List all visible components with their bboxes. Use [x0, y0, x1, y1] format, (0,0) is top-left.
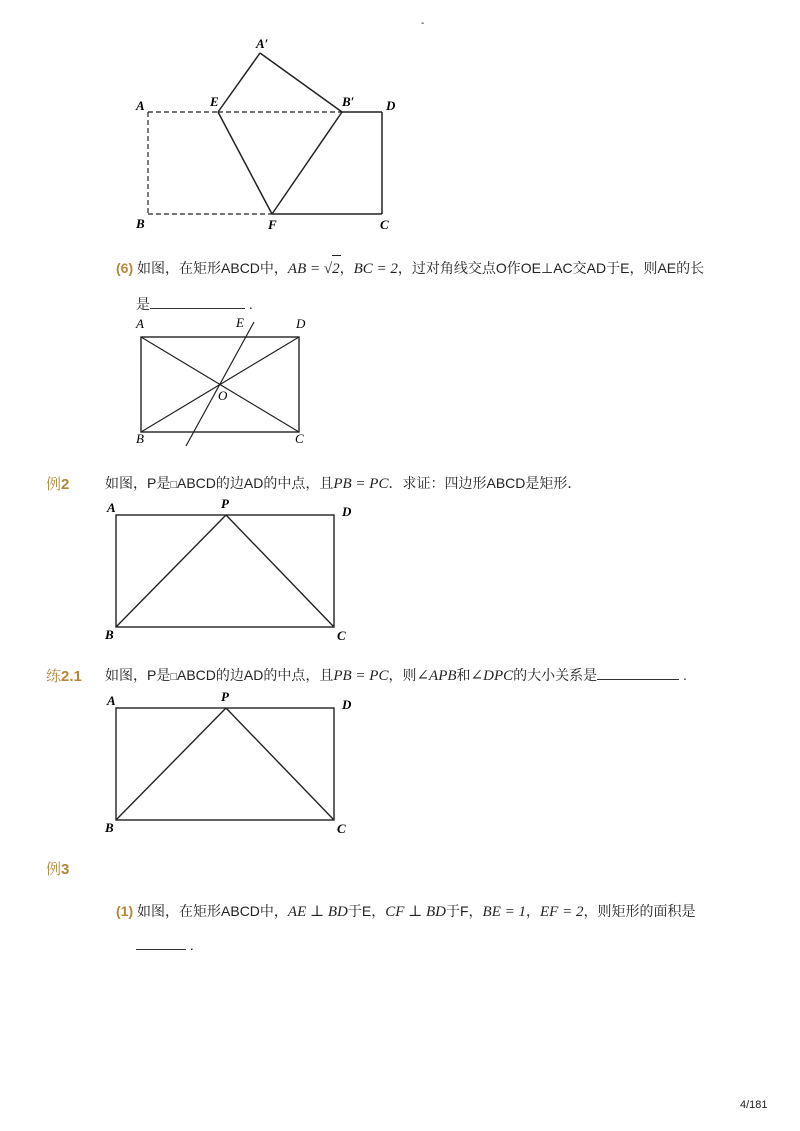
- figure-rectangle-midpoint: [100, 495, 365, 645]
- label-d: D: [386, 98, 396, 113]
- label-b: B: [136, 216, 145, 231]
- rectangle-abcd: [116, 708, 334, 820]
- exercise-period: .: [683, 667, 687, 683]
- label-c: C: [295, 431, 304, 446]
- label-a-prime: A′: [256, 36, 269, 51]
- example-2-text: [105, 473, 581, 495]
- top-mark: -: [421, 18, 425, 29]
- label-b-prime: B′: [342, 94, 355, 109]
- label-b: B: [105, 820, 114, 835]
- exercise-text-pre: 如图，P是: [105, 667, 171, 683]
- edge-bf: [272, 112, 342, 214]
- example-prefix: 例: [46, 861, 62, 878]
- segment-pc: [226, 708, 334, 820]
- exercise-2-1-label: [46, 665, 82, 686]
- edge-ef: [218, 112, 272, 214]
- label-d: D: [296, 316, 306, 331]
- line-oe: [186, 322, 254, 446]
- math-angle-dpc: ∠DPC: [470, 668, 514, 684]
- exercise-number: 2.1: [61, 668, 82, 685]
- question-period: .: [248, 296, 253, 312]
- question-number: (1): [116, 903, 134, 919]
- parallelogram-symbol: □: [170, 479, 177, 491]
- label-e: E: [236, 315, 244, 330]
- example-2-label: [46, 473, 69, 494]
- math-eq: =: [306, 261, 324, 277]
- answer-blank[interactable]: [597, 665, 679, 680]
- math-sqrt-num: 2: [332, 261, 340, 277]
- math-ef: EF = 2: [540, 904, 584, 920]
- math-be: BE = 1: [482, 904, 526, 920]
- label-a: A: [107, 693, 116, 708]
- question-6-line2: [136, 294, 253, 314]
- question-1-line1: [116, 901, 695, 922]
- question-text-line2: 是: [136, 296, 150, 312]
- math-pb-pc: PB = PC: [333, 668, 389, 684]
- exercise-text-mid2: ，则: [388, 667, 417, 683]
- label-a: A: [107, 500, 116, 515]
- label-b: B: [105, 627, 114, 642]
- answer-blank[interactable]: [150, 294, 245, 309]
- parallelogram-symbol: □: [170, 671, 177, 683]
- page-number: 4/181: [740, 1099, 768, 1111]
- edge-ea: [218, 53, 260, 112]
- question-period: .: [189, 937, 194, 953]
- exercise-text-and: 和: [456, 667, 471, 683]
- figure-rectangle-diagonals: [130, 312, 320, 452]
- example-text-mid: ABCD的边AD的中点，且: [177, 475, 334, 491]
- label-p: P: [221, 689, 229, 704]
- exercise-prefix: 练: [46, 668, 62, 685]
- question-text-pre: 如图，在矩形ABCD中，: [137, 903, 288, 919]
- edge-ab-prime: [260, 53, 342, 112]
- rectangle-abcd: [116, 515, 334, 627]
- segment-bp: [116, 708, 226, 820]
- example-number: 2: [61, 476, 70, 493]
- question-1-line2: [136, 935, 194, 955]
- question-number: (6): [116, 260, 134, 276]
- question-text-3: ，: [526, 903, 540, 919]
- label-d: D: [342, 504, 352, 519]
- question-text-1: 于E，: [347, 903, 386, 919]
- exercise-text-mid: ABCD的边AD的中点，且: [177, 667, 334, 683]
- math-pb-pc: PB = PC: [333, 476, 389, 492]
- exercise-text-post: 的大小关系是: [513, 667, 598, 683]
- figure-folded-rectangle: [130, 30, 410, 240]
- answer-blank[interactable]: [136, 935, 186, 950]
- segment-pc: [226, 515, 334, 627]
- math-angle-apb: ∠APB: [416, 668, 457, 684]
- question-text-post: ，过对角线交点O作OE⊥AC交AD于E，则AE的长: [397, 260, 705, 276]
- math-cf-perp-bd: CF ⊥ BD: [385, 904, 446, 920]
- math-bc: BC = 2: [353, 261, 398, 277]
- question-text: 如图，在矩形ABCD中，: [137, 260, 288, 276]
- question-6-line1: [116, 258, 704, 279]
- label-b: B: [136, 431, 144, 446]
- label-p: P: [221, 496, 229, 511]
- label-f: F: [268, 217, 277, 232]
- label-e: E: [210, 94, 219, 109]
- example-prefix: 例: [46, 476, 62, 493]
- label-c: C: [380, 217, 389, 232]
- question-text-4: ，则矩形的面积是: [583, 903, 696, 919]
- example-number: 3: [61, 861, 70, 878]
- example-text-pre: 如图，P是: [105, 475, 171, 491]
- question-comma: ，: [339, 260, 354, 276]
- example-text-post: ．求证：四边形ABCD是矩形．: [388, 475, 582, 491]
- label-c: C: [337, 821, 346, 836]
- math-sqrt: √ 2: [324, 259, 340, 279]
- label-c: C: [337, 628, 346, 643]
- label-a: A: [136, 98, 145, 113]
- label-a: A: [136, 316, 144, 331]
- label-o: O: [218, 388, 228, 403]
- example-3-label: [46, 858, 69, 879]
- figure-rectangle-midpoint-2: [100, 688, 365, 838]
- math-ae-perp-bd: AE ⊥ BD: [287, 904, 348, 920]
- question-text-2: 于F，: [445, 903, 483, 919]
- label-d: D: [342, 697, 352, 712]
- math-ab: AB: [287, 261, 307, 277]
- exercise-2-1-text: [105, 665, 687, 687]
- segment-bp: [116, 515, 226, 627]
